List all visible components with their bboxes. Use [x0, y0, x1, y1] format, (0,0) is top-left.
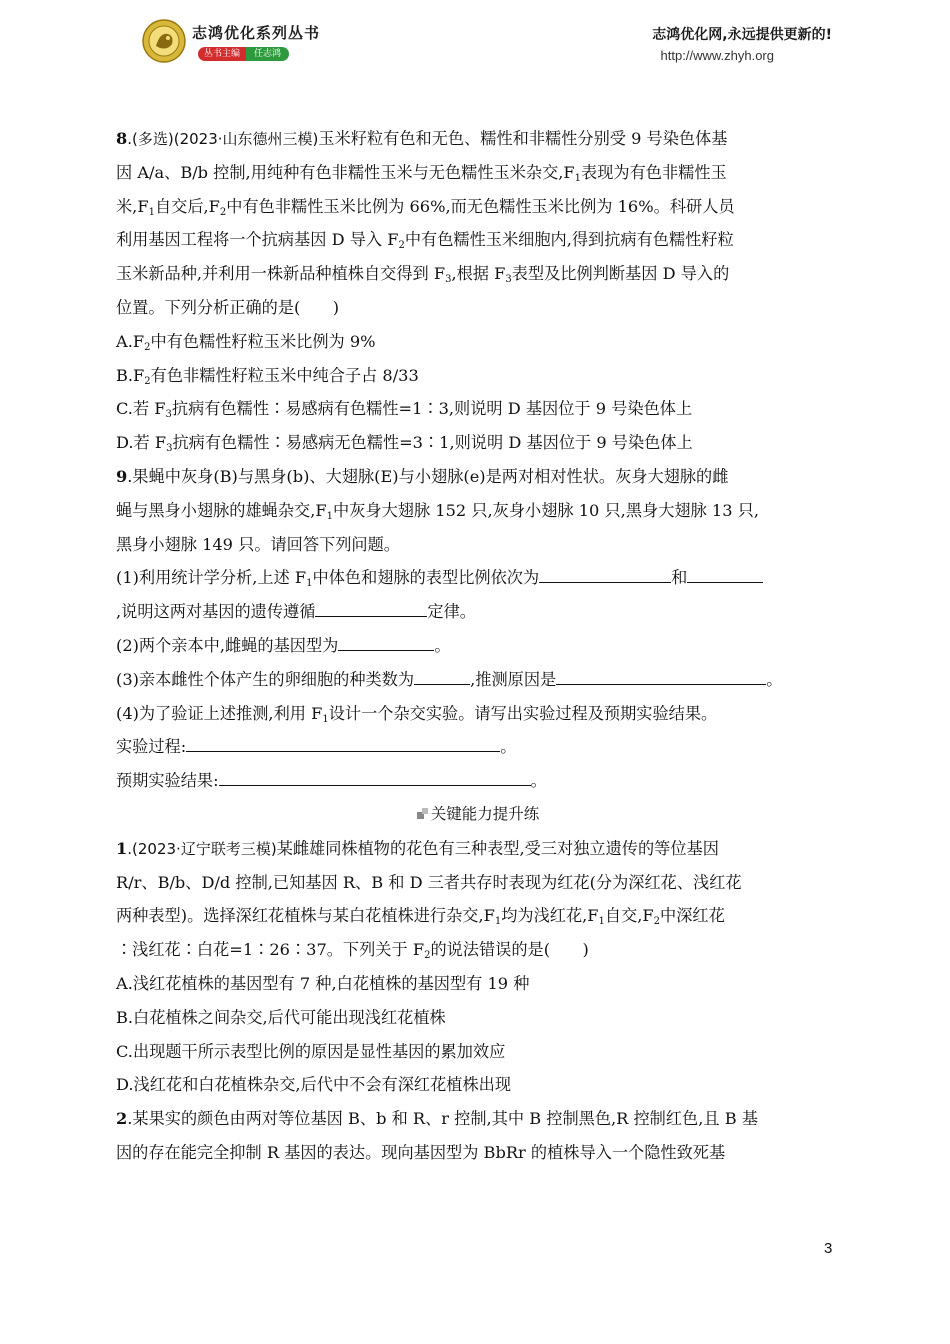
subscript: 1: [598, 916, 605, 928]
page-header: [0, 0, 950, 80]
badge-editor-name: 任志鸿: [246, 47, 289, 61]
q9-text: 中体色和翅脉的表型比例依次为: [312, 568, 540, 588]
q8-option-a[interactable]: [116, 325, 840, 359]
k1-text: 的说法错误的是( ): [430, 940, 589, 960]
subscript: 3: [445, 274, 452, 286]
answer-blank[interactable]: [414, 667, 470, 685]
badge-label: 丛书主编: [198, 47, 246, 61]
k1-option-a[interactable]: [116, 967, 840, 1001]
answer-blank[interactable]: [338, 633, 434, 651]
q8-number: 8: [116, 129, 128, 148]
q8-text: 位置。下列分析正确的是( ): [116, 297, 340, 317]
subscript: 2: [398, 240, 405, 252]
q9-text: .果蝇中灰身(B)与黑身(b)、大翅脉(E)与小翅脉(e)是两对相对性状。灰身大翅脉的雌: [127, 466, 729, 486]
subscript: 1: [322, 713, 329, 725]
q8-text: 因 A/a、B/b 控制,用纯种有色非糯性玉米与无色糯性玉米杂交,F: [116, 162, 575, 182]
q8-text: 表型及比例判断基因 D 导入的: [511, 264, 730, 284]
k1-line-4: [116, 933, 840, 967]
header-slogan: 志鸿优化网,永远提供更新的!: [652, 27, 832, 43]
option-text: 抗病有色糯性∶易感病有色糯性=1∶3,则说明 D 基因位于 9 号染色体上: [171, 399, 693, 419]
subscript: 2: [219, 206, 227, 218]
q9-text: 中灰身大翅脉 152 只,灰身小翅脉 10 只,黑身大翅脉 13 只,: [333, 500, 759, 520]
q8-line-2: [116, 156, 840, 190]
q9-text: 。: [530, 771, 547, 791]
q9-text: 黑身小翅脉 149 只。请回答下列问题。: [116, 534, 400, 554]
subscript: 1: [574, 172, 582, 184]
q9-text: 蝇与黑身小翅脉的雄蝇杂交,F: [116, 500, 327, 520]
option-text: B.F: [116, 365, 145, 385]
subscript: 3: [166, 443, 173, 455]
q9-text: 。: [500, 737, 517, 757]
subscript: 2: [653, 916, 661, 928]
q8-source-tag: .(多选)(2023·山东德州三模): [127, 130, 319, 148]
subscript: 1: [148, 206, 155, 218]
q9-part-4: [116, 697, 840, 731]
q8-text: 玉米籽粒有色和无色、糯性和非糯性分别受 9 号染色体基: [318, 129, 728, 148]
q9-part-2: [116, 629, 840, 663]
q8-text: 自交后,F: [154, 196, 220, 216]
k2-line-1: [116, 1102, 840, 1136]
option-text: 抗病有色糯性∶易感病无色糯性=3∶1,则说明 D 基因位于 9 号染色体上: [172, 433, 693, 453]
k1-option-b[interactable]: [116, 1001, 840, 1035]
q9-text: 定律。: [427, 602, 476, 622]
option-text: 有色非糯性籽粒玉米中纯合子占 8/33: [150, 365, 419, 385]
answer-blank[interactable]: [186, 734, 500, 752]
series-title: 志鸿优化系列丛书: [192, 24, 321, 42]
editor-badge: [198, 47, 289, 61]
q9-line-3: [116, 528, 840, 562]
q9-text: ,推测原因是: [470, 669, 557, 689]
page-content: [116, 122, 840, 1170]
q8-text: 米,F: [116, 196, 149, 216]
option-text: A.浅红花植株的基因型有 7 种,白花植株的基因型有 19 种: [116, 973, 530, 993]
q9-text: 预期实验结果:: [116, 771, 219, 791]
k1-text: 均为浅红花,F: [501, 906, 599, 926]
subscript: 1: [306, 578, 313, 590]
q8-line-1: [116, 122, 840, 156]
q8-option-c[interactable]: [116, 392, 840, 426]
q9-text: 。: [766, 669, 783, 689]
q8-text: 中有色糯性玉米细胞内,得到抗病有色糯性籽粒: [404, 230, 734, 250]
q9-procedure: [116, 730, 840, 764]
answer-blank[interactable]: [315, 599, 427, 617]
k1-text: 两种表型)。选择深红花植株与某白花植株进行杂交,F: [116, 906, 495, 926]
answer-blank[interactable]: [539, 565, 671, 583]
q9-text: ,说明这两对基因的遗传遵循: [116, 602, 316, 622]
k1-text: R/r、B/b、D/d 控制,已知基因 R、B 和 D 三者共存时表现为红花(分为深红花、浅红花: [116, 872, 742, 892]
q9-text: 。: [434, 635, 451, 655]
option-text: B.白花植株之间杂交,后代可能出现浅红花植株: [116, 1007, 446, 1027]
q9-part-3: [116, 663, 840, 697]
q8-option-b[interactable]: [116, 359, 840, 393]
option-text: D.浅红花和白花植株杂交,后代中不会有深红花植株出现: [116, 1075, 512, 1095]
q8-text: ,根据 F: [451, 264, 506, 284]
section-marker-icon: [417, 808, 429, 820]
q9-text: (1)利用统计学分析,上述 F: [116, 568, 307, 588]
q9-text: (3)亲本雌性个体产生的卵细胞的种类数为: [116, 669, 415, 689]
k1-text: 中深红花: [660, 906, 725, 926]
k1-option-c[interactable]: [116, 1035, 840, 1069]
k2-line-2: [116, 1136, 840, 1170]
k2-text: .某果实的颜色由两对等位基因 B、b 和 R、r 控制,其中 B 控制黑色,R 控制红色,且 B 基: [127, 1109, 758, 1129]
k2-text: 因的存在能完全抑制 R 基因的表达。现向基因型为 BbRr 的植株导入一个隐性致死基: [116, 1142, 726, 1162]
k1-number: 1: [116, 838, 128, 858]
q9-text: (4)为了验证上述推测,利用 F: [116, 703, 323, 723]
option-text: C.出现题干所示表型比例的原因是显性基因的累加效应: [116, 1041, 506, 1061]
q8-text: 中有色非糯性玉米比例为 66%,而无色糯性玉米比例为 16%。科研人员: [226, 196, 735, 216]
k1-text: 某雌雄同株植物的花色有三种表型,受三对独立遗传的等位基因: [276, 838, 719, 858]
q8-line-4: [116, 223, 840, 257]
q9-text: 设计一个杂交实验。请写出实验过程及预期实验结果。: [328, 703, 718, 723]
q8-line-3: [116, 190, 840, 224]
answer-blank[interactable]: [687, 565, 763, 583]
answer-blank[interactable]: [219, 768, 531, 786]
k1-line-1: [116, 832, 840, 866]
k1-source-tag: .(2023·辽宁联考三模): [127, 839, 277, 858]
subscript: 2: [144, 341, 151, 353]
header-url[interactable]: http://www.zhyh.org: [660, 48, 774, 63]
section-title-text: 关键能力提升练: [430, 804, 540, 823]
q9-part-1: [116, 561, 840, 595]
k1-text: ∶浅红花∶白花=1∶26∶37。下列关于 F: [116, 940, 425, 960]
zhihong-logo-icon: [142, 16, 186, 66]
q9-part-1-cont: [116, 595, 840, 629]
q8-text: 表现为有色非糯性玉: [581, 162, 727, 182]
q8-line-5: [116, 257, 840, 291]
q8-text: 利用基因工程将一个抗病基因 D 导入 F: [116, 230, 399, 250]
k2-number: 2: [116, 1109, 128, 1129]
q9-result: [116, 764, 840, 798]
answer-blank[interactable]: [556, 667, 766, 685]
k1-text: 自交,F: [604, 906, 654, 926]
option-text: A.F: [116, 331, 145, 351]
q9-line-1: [116, 460, 840, 494]
option-text: D.若 F: [116, 433, 167, 453]
option-text: C.若 F: [116, 399, 166, 419]
q8-text: 玉米新品种,并利用一株新品种植株自交得到 F: [116, 264, 446, 284]
option-text: 中有色糯性籽粒玉米比例为 9%: [150, 331, 376, 351]
subscript: 1: [326, 510, 334, 522]
q9-text: 实验过程:: [116, 737, 187, 757]
q8-option-d[interactable]: [116, 426, 840, 460]
subscript: 3: [505, 274, 512, 286]
subscript: 1: [494, 916, 502, 928]
q9-text: (2)两个亲本中,雌蝇的基因型为: [116, 635, 339, 655]
subscript: 3: [165, 409, 172, 421]
k1-line-3: [116, 899, 840, 933]
k1-line-2: [116, 866, 840, 900]
q9-line-2: [116, 494, 840, 528]
section-title: [116, 798, 840, 832]
q9-number: 9: [116, 466, 128, 486]
subscript: 2: [144, 375, 151, 387]
q8-line-6: [116, 291, 840, 325]
subscript: 2: [424, 950, 431, 962]
q9-text: 和: [671, 568, 688, 588]
k1-option-d[interactable]: [116, 1068, 840, 1102]
page-number: 3: [824, 1240, 833, 1257]
